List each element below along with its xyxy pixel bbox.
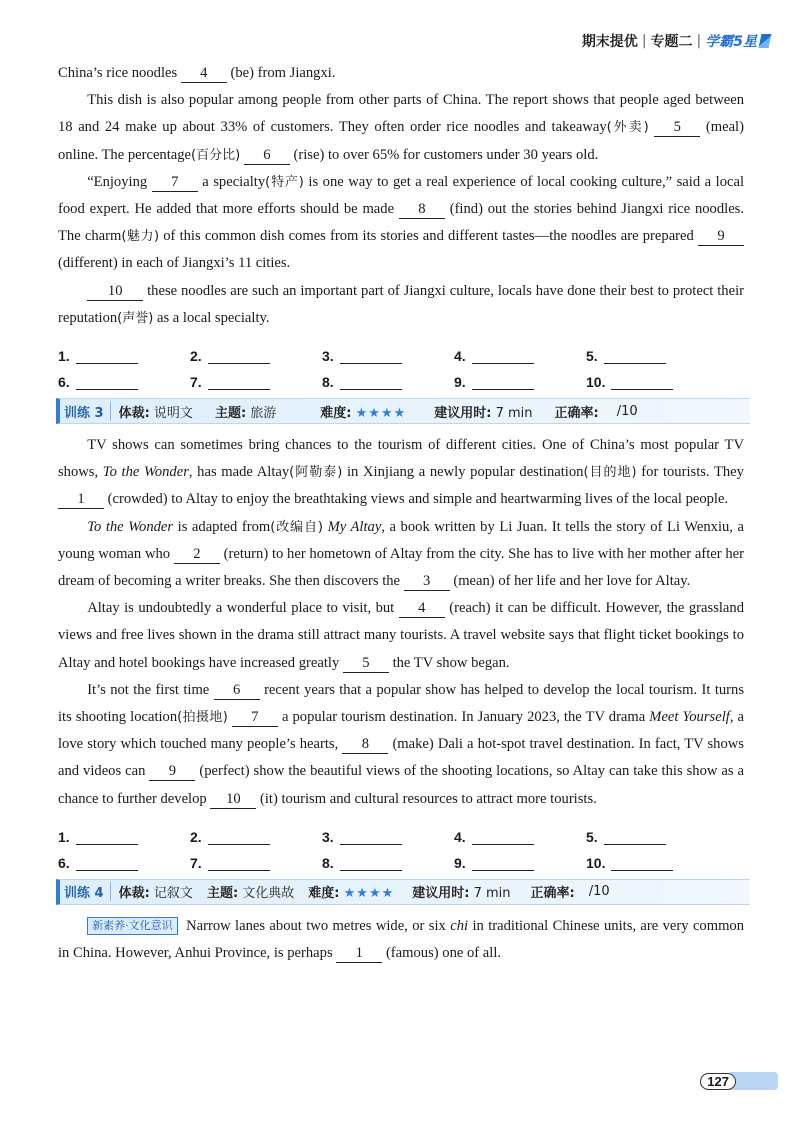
page-tab <box>730 1072 778 1090</box>
answer-slot[interactable]: 1. <box>58 819 190 845</box>
answer-blank[interactable]: 9 <box>698 227 744 246</box>
paragraph: TV shows can sometimes bring chances to the tourism of different cities. One of China’s most popular TV shows, To the Wonder, has made Altay(阿勒泰) in Xinjiang a newly popular destination(目的地) for tourists. They 1 (crowded) to Altay to enjoy the breathtaking views and simple and heartwarming lives of the local people. <box>58 437 744 508</box>
answer-blank[interactable]: 10 <box>87 282 143 301</box>
answer-blank[interactable]: 6 <box>214 681 260 700</box>
difficulty-stars: ★★★★ <box>343 886 395 902</box>
answer-slot[interactable]: 8. <box>322 364 454 390</box>
exercise-tag: 训练 3 <box>60 402 111 421</box>
literacy-badge: 新素养·文化意识 <box>87 917 178 935</box>
difficulty-stars: ★★★★ <box>355 405 407 421</box>
paragraph: China’s rice noodles 4 (be) from Jiangxi. <box>58 65 336 81</box>
header-brand: 学霸5星 <box>705 34 757 50</box>
running-header: 期末提优 | 专题二 | 学霸5星 <box>582 30 770 52</box>
paragraph: Altay is undoubtedly a wonderful place to visit, but 4 (reach) it can be difficult. However, the grassland views and free lives shown in the drama still attract many tourists. A travel website says that flight ticket bookings to Altay and hotel bookings have increased greatly 5 the TV show began. <box>58 600 745 671</box>
answer-blank[interactable]: 1 <box>336 944 382 963</box>
answer-slot[interactable]: 1. <box>58 338 190 364</box>
answer-slot[interactable]: 9. <box>454 364 586 390</box>
answer-slot[interactable]: 2. <box>190 819 322 845</box>
answer-slot[interactable]: 5. <box>586 338 718 364</box>
answer-slot[interactable]: 8. <box>322 845 454 871</box>
answer-slot[interactable]: 7. <box>190 364 322 390</box>
answer-blank[interactable]: 4 <box>181 64 227 83</box>
answer-slot[interactable]: 6. <box>58 364 190 390</box>
paragraph: To the Wonder is adapted from(改编自) My Altay, a book written by Li Juan. It tells the story of Li Wenxiu, a young woman who 2 (return) to her hometown of Altay from the city. She has to live with her mother after her dream of becoming a writer breaks. She then discovers the 3 (mean) of her life and her love for Altay. <box>58 518 744 590</box>
paragraph: It’s not the first time 6 recent years that a popular show has helped to develop the local tourism. It turns its shooting location(拍摄地) 7 a popular tourism destination. In January 2023, the TV drama Meet Yourself, a love story which touched many people’s hearts, 8 (make) Dali a hot-spot travel destination. In fact, TV shows and videos can 9 (perfect) show the beautiful views of the shooting locations, so Altay can take this show as a chance to further develop 10 (it) tourism and cultural resources to attract more tourists. <box>58 681 745 807</box>
answer-slot[interactable]: 4. <box>454 819 586 845</box>
paragraph: 10 these noodles are such an important part of Jiangxi culture, locals have done their best to protect their reputation(声誉) as a local specialty. <box>58 282 745 326</box>
answer-blank[interactable]: 2 <box>174 545 220 564</box>
answer-slot[interactable]: 2. <box>190 338 322 364</box>
answer-slot[interactable]: 10. <box>586 845 718 871</box>
answer-grid <box>58 819 744 871</box>
paragraph: This dish is also popular among people from other parts of China. The report shows that people aged between 18 and 24 make up about 33% of customers. They often order rice noodles and takeaway(外卖) 5 (meal) online. The percentage(百分比) 6 (rise) to over 65% for customers under 30 years old. <box>58 92 744 163</box>
paragraph: “Enjoying 7 a specialty(特产) is one way to get a real experience of local cooking culture,” said a local food expert. He added that more efforts should be made 8 (find) out the stories behind Jiangxi rice noodles. The charm(魅力) of this common dish comes from its stories and different tastes—the noodles are prepared 9 (different) in each of Jiangxi’s 11 cities. <box>58 173 745 272</box>
answer-blank[interactable]: 7 <box>232 708 278 727</box>
answer-slot[interactable]: 9. <box>454 845 586 871</box>
answer-blank[interactable]: 3 <box>404 572 450 591</box>
answer-slot[interactable]: 3. <box>322 819 454 845</box>
answer-slot[interactable]: 3. <box>322 338 454 364</box>
page-content <box>58 60 744 967</box>
answer-slot[interactable]: 7. <box>190 845 322 871</box>
answer-blank[interactable]: 5 <box>654 118 700 137</box>
header-section: 期末提优 <box>581 34 638 50</box>
answer-blank[interactable]: 4 <box>399 599 445 618</box>
exercise-info-bar: 训练 4 体裁: 记叙文 主题: 文化典故 难度: ★★★★ 建议用时: 7 min 正确率: /10 <box>56 879 750 905</box>
answer-slot[interactable]: 10. <box>586 364 718 390</box>
answer-blank[interactable]: 9 <box>149 762 195 781</box>
page-number: 127 <box>700 1072 778 1090</box>
flag-icon <box>759 34 772 48</box>
exercise-info-bar: 训练 3 体裁: 说明文 主题: 旅游 难度: ★★★★ 建议用时: 7 min 正确率: /10 <box>56 398 750 424</box>
answer-slot[interactable]: 5. <box>586 819 718 845</box>
answer-slot[interactable]: 6. <box>58 845 190 871</box>
answer-blank[interactable]: 8 <box>342 735 388 754</box>
answer-blank[interactable]: 7 <box>152 173 198 192</box>
answer-blank[interactable]: 10 <box>210 790 256 809</box>
answer-blank[interactable]: 8 <box>399 200 445 219</box>
answer-slot[interactable]: 4. <box>454 338 586 364</box>
answer-blank[interactable]: 6 <box>244 146 290 165</box>
paragraph: 新素养·文化意识 Narrow lanes about two metres wide, or six chi in traditional Chinese units, are very common in China. However, Anhui Province, is perhaps 1 (famous) one of all. <box>58 917 745 962</box>
header-topic: 专题二 <box>650 34 693 50</box>
answer-grid <box>58 338 744 390</box>
exercise-tag: 训练 4 <box>60 882 111 901</box>
answer-blank[interactable]: 1 <box>58 490 104 509</box>
answer-blank[interactable]: 5 <box>343 654 389 673</box>
